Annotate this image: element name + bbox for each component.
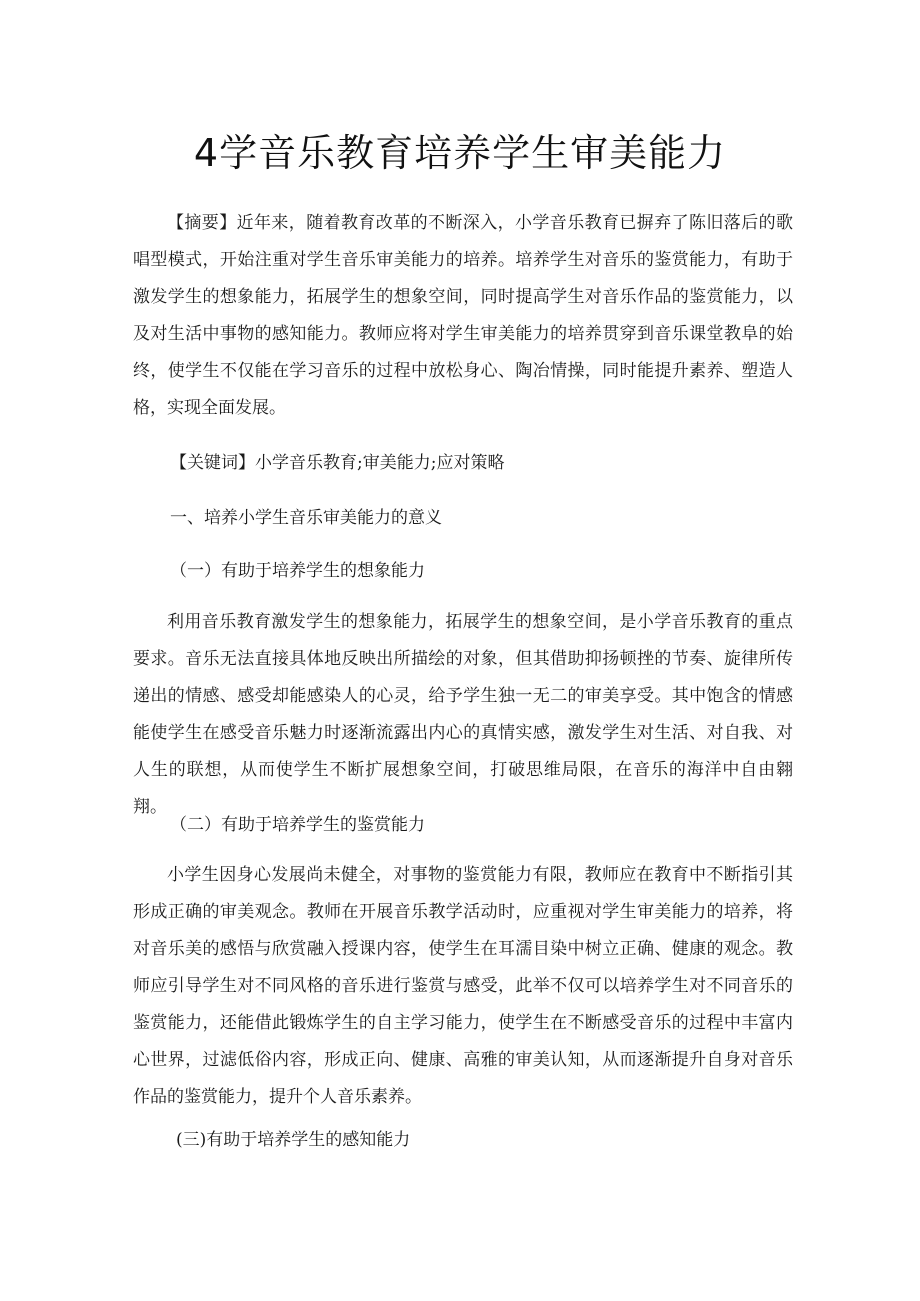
subsection-2-paragraph: 小学生因身心发展尚未健全，对事物的鉴赏能力有限，教师应在教育中不断指引其形成正确的审美观念。教师在开展音乐教学活动时，应重视对学生审美能力的培养，将对音乐美的感悟与欣赏融入授课内容，使学生在耳濡目染中树立正确、健康的观念。教师应引导学生对不同风格的音乐进行鉴赏与感受，此举不仅可以培养学生对不同音乐的鉴赏能力，还能借此锻炼学生的自主学习能力，使学生在不断感受音乐的过程中丰富内心世界，过滤低俗内容，形成正向、健康、高雅的审美认知，从而逐渐提升自身对音乐作品的鉴赏能力，提升个人音乐素养。 (133, 865, 793, 1107)
subsection-3-heading: (三)有助于培养学生的感知能力 (176, 1130, 411, 1150)
keywords-label: 【关键词】 (170, 453, 255, 473)
section-1-heading: 一、培养小学生音乐审美能力的意义 (170, 508, 442, 528)
document-title: 4学音乐教育培养学生审美能力 (193, 131, 727, 175)
subsection-1-paragraph: 利用音乐教育激发学生的想象能力，拓展学生的想象空间，是小学音乐教育的重点要求。音乐无法直接具体地反映出所描绘的对象，但其借助抑扬顿挫的节奏、旋律所传递出的情感、感受却能感染人的心灵，给予学生独一无二的审美享受。其中饱含的情感能使学生在感受音乐魅力时逐渐流露出内心的真情实感，激发学生对生活、对自我、对人生的联想，从而使学生不断扩展想象空间，打破思维局限，在音乐的海洋中自由翱翔。 (133, 612, 793, 817)
subsection-2-heading: （二）有助于培养学生的鉴赏能力 (170, 815, 425, 835)
abstract-text: 近年来，随着教育改革的不断深入，小学音乐教育已摒弃了陈旧落后的歌唱型模式，开始注重对学生音乐审美能力的培养。培养学生对音乐的鉴赏能力，有助于激发学生的想象能力，拓展学生的想象空间，同时提高学生对音乐作品的鉴赏能力，以及对生活中事物的感知能力。教师应将对学生审美能力的培养贯穿到音乐课堂教阜的始终，使学生不仅能在学习音乐的过程中放松身心、陶冶情操，同时能提升素养、塑造人格，实现全面发展。 (133, 213, 794, 418)
keywords-line (170, 448, 504, 478)
subsection-1-heading: （一）有助于培养学生的想象能力 (170, 561, 425, 581)
keywords-text: 小学音乐教育;审美能力;应对策略 (255, 453, 505, 473)
abstract-paragraph (133, 205, 793, 427)
abstract-label: 【摘要】 (167, 213, 237, 233)
